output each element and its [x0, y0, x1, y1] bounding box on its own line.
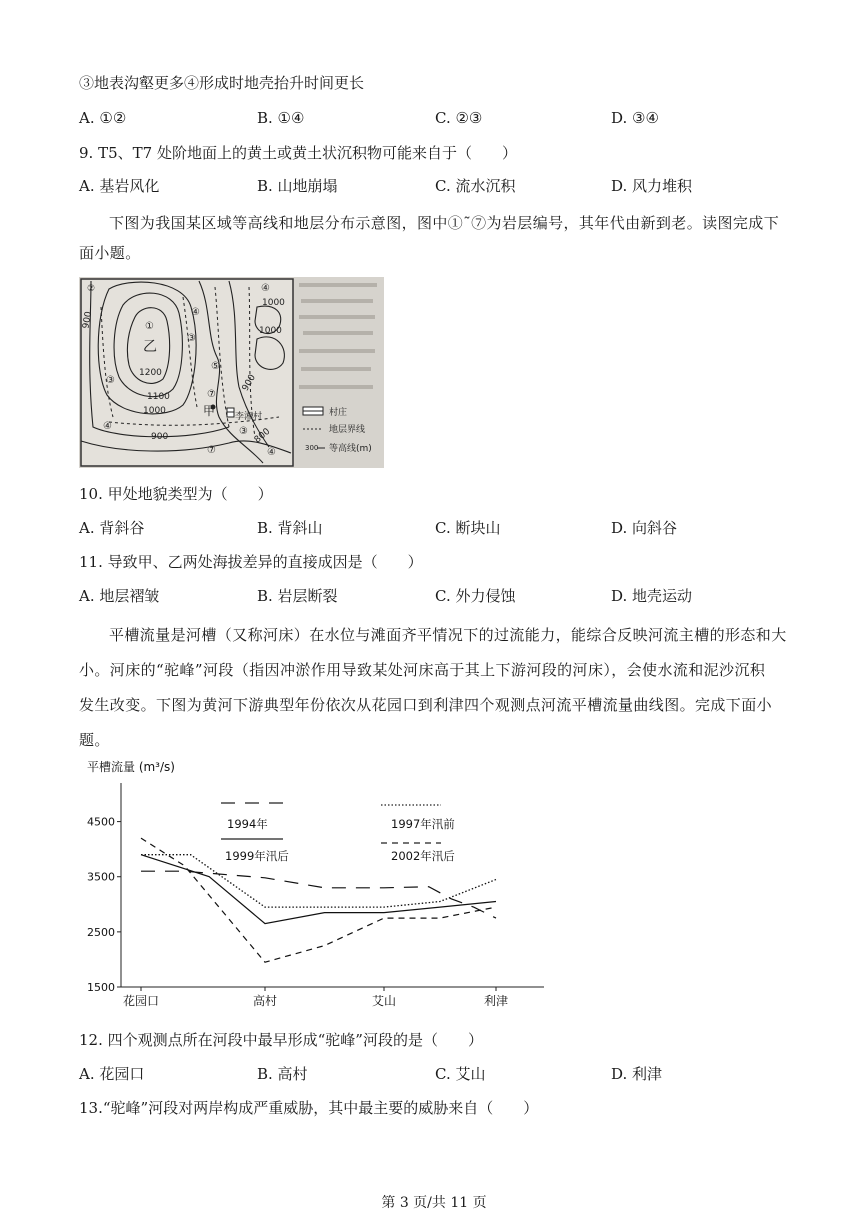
intro-flow-line-1: 平槽流量是河槽（又称河床）在水位与滩面齐平情况下的过流能力，能综合反映河流主槽的形态和大	[109, 626, 787, 644]
legend-village: 村庄	[329, 408, 348, 418]
intro-map-paragraph	[79, 208, 799, 268]
map-label-900-c: 900	[240, 373, 258, 393]
map-label-n5: ⑤	[211, 361, 220, 372]
q8-option-line: ③地表沟壑更多④形成时地壳抬升时间更长	[79, 74, 365, 92]
legend-label: 1994年	[227, 817, 268, 831]
contour-map-svg	[79, 277, 384, 468]
series-line	[141, 855, 496, 924]
legend-label: 1997年汛前	[391, 817, 455, 831]
contour-geology-map	[79, 277, 384, 468]
q11-option-b: B. 岩层断裂	[257, 587, 338, 605]
y-tick-label: 4500	[87, 815, 115, 829]
q8-option-c: C. ②③	[435, 109, 483, 127]
chart-ylabel: 平槽流量 (m³/s)	[87, 760, 175, 774]
x-tick-label: 花园口	[122, 994, 160, 1008]
q9-stem: 9. T5、T7 处阶地面上的黄土或黄土状沉积物可能来自于（ ）	[79, 144, 517, 162]
flow-chart-svg	[79, 755, 559, 1013]
map-label-n3-right: ③	[239, 426, 248, 437]
map-label-jia: 甲	[203, 404, 216, 418]
map-label-yi: 乙	[143, 339, 157, 355]
x-tick-label: 高村	[252, 994, 278, 1008]
map-label-n3-mid: ③	[187, 333, 196, 344]
map-label-n1: ①	[145, 321, 154, 332]
q11-stem: 11. 导致甲、乙两处海拔差异的直接成因是（ ）	[79, 553, 423, 571]
map-label-n7-bottom: ⑦	[207, 445, 216, 456]
map-label-800: 800	[252, 426, 273, 446]
map-label-900-a: 900	[151, 432, 169, 442]
intro-flow-line-3: 发生改变。下图为黄河下游典型年份依次从花园口到利津四个观测点河流平槽流量曲线图。完成下面小	[79, 696, 773, 714]
y-tick-label: 2500	[87, 925, 115, 939]
legend-label: 2002年汛后	[391, 849, 455, 863]
q10-option-c: C. 断块山	[435, 519, 501, 537]
q11-option-d: D. 地壳运动	[611, 587, 693, 605]
legend-boundary: 地层界线	[329, 425, 366, 435]
q10-option-a: A. 背斜谷	[79, 519, 145, 537]
chart-legend	[221, 803, 455, 863]
q9-option-d: D. 风力堆积	[611, 177, 693, 195]
q12-option-a: A. 花园口	[79, 1065, 145, 1083]
map-label-900-b: 900	[81, 310, 95, 330]
q9-option-c: C. 流水沉积	[435, 177, 516, 195]
map-label-1100: 1100	[147, 392, 170, 402]
intro-map-line-1: 下图为我国某区域等高线和地层分布示意图，图中①˜⑦为岩层编号，其年代由新到老。读图完成下	[109, 214, 780, 232]
q12-option-b: B. 高村	[257, 1065, 308, 1083]
map-label-n4-bottomright: ④	[267, 447, 276, 458]
x-tick-label: 艾山	[371, 994, 397, 1008]
q9-option-a: A. 基岩风化	[79, 177, 160, 195]
legend-contour: 等高线(m)	[329, 444, 372, 454]
intro-flow-line-4: 题。	[79, 731, 110, 749]
q8-option-b: B. ①④	[257, 109, 305, 127]
q10-option-d: D. 向斜谷	[611, 519, 678, 537]
map-label-n3-left: ③	[106, 375, 115, 386]
q11-option-a: A. 地层褶皱	[79, 587, 160, 605]
q8-option-a: A. ①②	[79, 109, 127, 127]
q10-option-b: B. 背斜山	[257, 519, 323, 537]
y-tick-label: 1500	[87, 981, 115, 994]
q12-option-c: C. 艾山	[435, 1065, 486, 1083]
legend-contour-value: 300	[305, 444, 319, 452]
map-label-1000-a: 1000	[143, 406, 166, 416]
q11-option-c: C. 外力侵蚀	[435, 587, 516, 605]
map-label-1200: 1200	[139, 368, 162, 378]
map-label-village: 李湘村	[235, 412, 263, 422]
map-label-1000-b: 1000	[262, 298, 285, 308]
q8-option-d: D. ③④	[611, 109, 659, 127]
q12-stem: 12. 四个观测点所在河段中最早形成“驼峰”河段的是（ ）	[79, 1031, 483, 1049]
x-tick-label: 利津	[483, 994, 509, 1008]
map-label-n2-corner: ②	[87, 284, 96, 294]
chart-axes	[87, 783, 544, 1008]
page-footer: 第 3 页/共 11 页	[381, 1195, 487, 1211]
map-label-n4-top: ④	[191, 307, 200, 318]
intro-map-line-2: 面小题。	[79, 244, 141, 262]
y-tick-label: 3500	[87, 870, 115, 884]
q10-stem: 10. 甲处地貌类型为（ ）	[79, 485, 273, 503]
flow-chart	[79, 755, 559, 1013]
intro-flow-line-2: 小。河床的“驼峰”河段（指因冲淤作用导致某处河床高于其上下游河段的河床），会使水流和泥沙沉积	[79, 661, 766, 679]
map-label-1000-c: 1000	[259, 326, 282, 336]
q12-option-d: D. 利津	[611, 1065, 663, 1083]
map-label-n7: ⑦	[207, 389, 216, 400]
map-label-n4-left: ④	[103, 421, 112, 432]
legend-label: 1999年汛后	[225, 849, 289, 863]
intro-flow-paragraph	[79, 618, 799, 758]
q13-stem: 13.“驼峰”河段对两岸构成严重威胁，其中最主要的威胁来自（ ）	[79, 1099, 539, 1117]
q9-option-b: B. 山地崩塌	[257, 177, 338, 195]
map-label-n4-topright: ④	[261, 283, 270, 294]
